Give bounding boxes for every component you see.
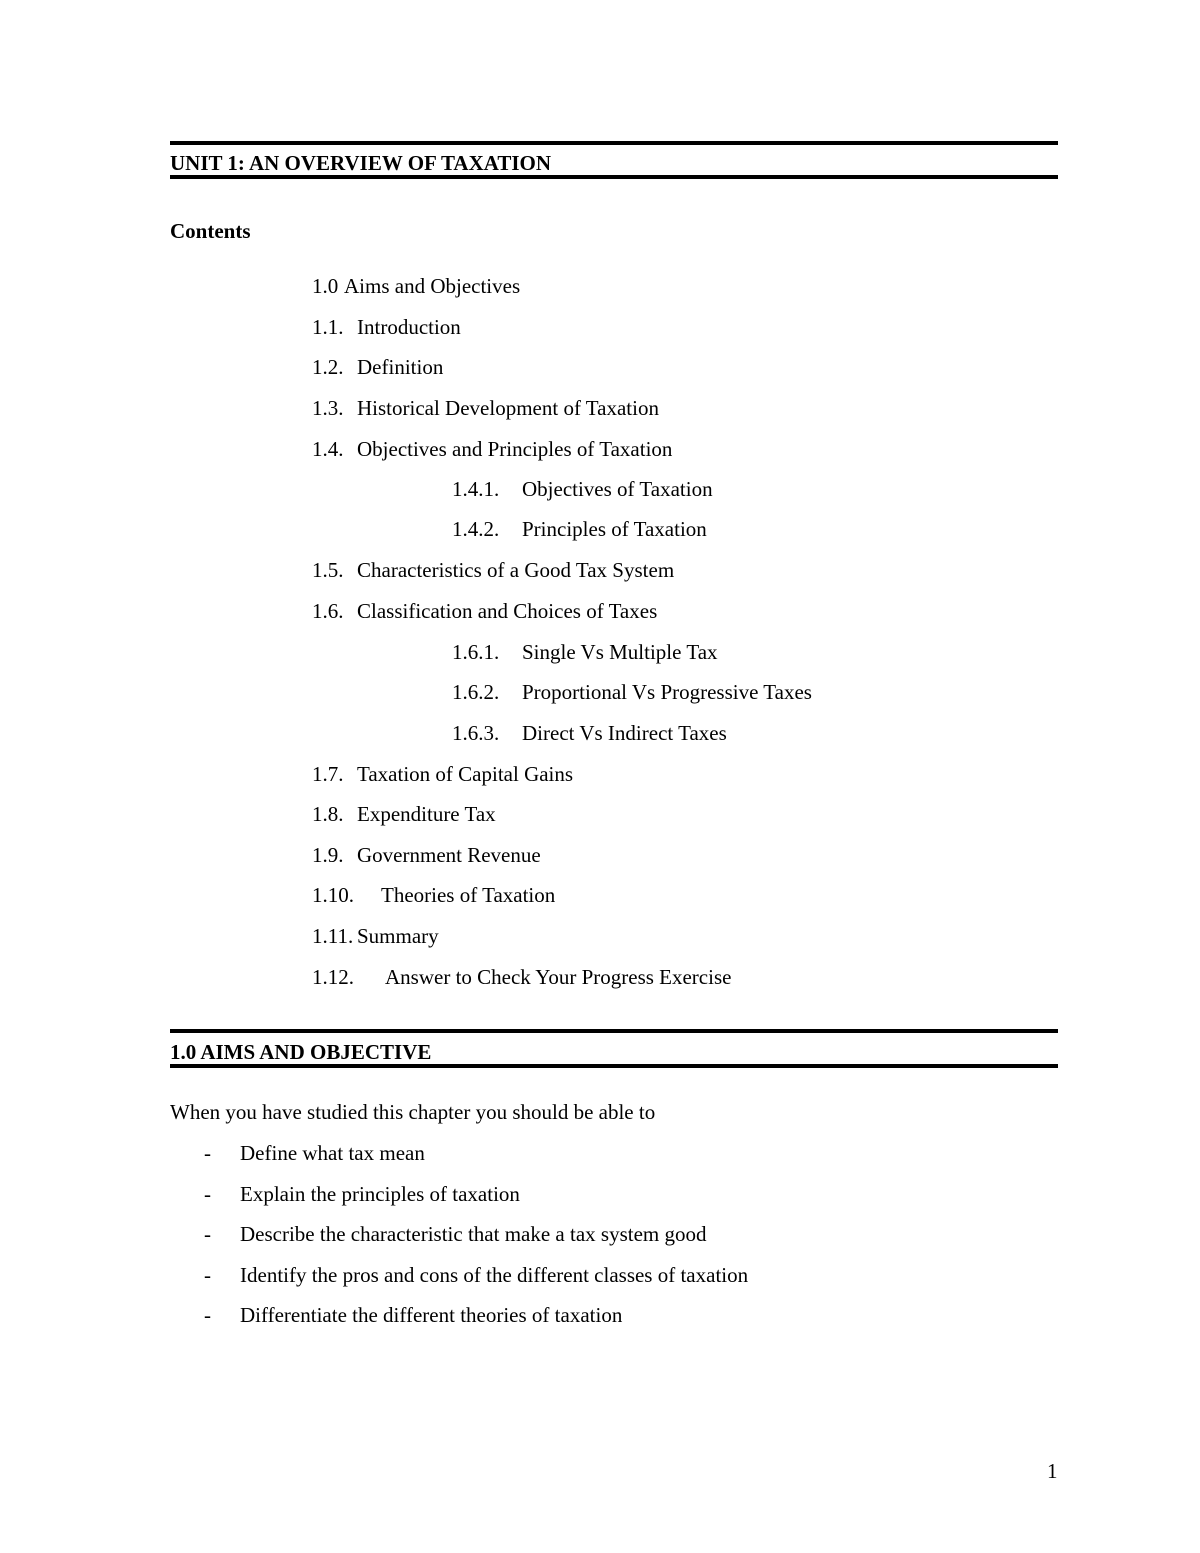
toc-title: Proportional Vs Progressive Taxes [522,680,812,704]
toc-title: Summary [357,924,439,948]
unit-heading: UNIT 1: AN OVERVIEW OF TAXATION [170,151,552,175]
toc-title: Theories of Taxation [381,883,556,907]
toc-number: 1.12. [312,965,354,989]
toc-number: 1.11. [312,924,354,948]
bullet-marker: - [204,1141,211,1165]
toc-number: 1.6.2. [452,680,500,704]
toc-number: 1.4.1. [452,477,500,501]
toc-item [312,967,731,988]
toc-item [312,357,443,378]
toc-number: 1.4.2. [452,517,500,541]
list-item-text: Explain the principles of taxation [240,1182,520,1206]
toc-item [312,276,520,297]
bullet-marker: - [204,1263,211,1287]
list-item [204,1305,622,1326]
toc-title: Expenditure Tax [357,802,496,826]
toc-item [452,723,727,744]
toc-number: 1.3. [312,396,344,420]
toc-title: Answer to Check Your Progress Exercise [385,965,732,989]
intro-paragraph: When you have studied this chapter you should be able to [170,1100,656,1124]
list-item-text: Differentiate the different theories of taxation [240,1303,623,1327]
toc-item [312,439,672,460]
toc-item [312,845,541,866]
section-heading: 1.0 AIMS AND OBJECTIVE [170,1040,432,1064]
toc-item [452,642,718,663]
toc-item [312,560,674,581]
contents-label: Contents [170,219,251,243]
toc-item [312,804,496,825]
toc-title: Historical Development of Taxation [357,396,659,420]
toc-item [452,479,713,500]
toc-number: 1.6. [312,599,344,623]
toc-item [312,885,555,906]
list-item [204,1265,748,1286]
toc-number: 1.6.3. [452,721,500,745]
toc-title: Direct Vs Indirect Taxes [522,721,727,745]
bullet-marker: - [204,1182,211,1206]
toc-number: 1.1. [312,315,344,339]
toc-item [452,682,812,703]
bullet-marker: - [204,1303,211,1327]
toc-number: 1.10. [312,883,354,907]
list-item [204,1143,425,1164]
toc-title: Taxation of Capital Gains [357,762,574,786]
section-heading-bar [170,1029,1058,1068]
toc-number: 1.0 [312,274,339,298]
toc-number: 1.4. [312,437,344,461]
unit-heading-bar [170,141,1058,179]
toc-title: Characteristics of a Good Tax System [357,558,675,582]
toc-number: 1.6.1. [452,640,500,664]
toc-title: Aims and Objectives [344,274,521,298]
toc-item [312,398,659,419]
toc-item [452,519,707,540]
list-item-text: Identify the pros and cons of the different classes of taxation [240,1263,749,1287]
toc-title: Single Vs Multiple Tax [522,640,718,664]
toc-title: Government Revenue [357,843,541,867]
list-item [204,1224,706,1245]
list-item-text: Describe the characteristic that make a tax system good [240,1222,707,1246]
toc-title: Definition [357,355,444,379]
toc-title: Objectives and Principles of Taxation [357,437,673,461]
toc-item [312,601,657,622]
toc-number: 1.8. [312,802,344,826]
bullet-marker: - [204,1222,211,1246]
toc-item [312,764,573,785]
toc-title: Objectives of Taxation [522,477,713,501]
page-number: 1 [1047,1459,1058,1483]
list-item-text: Define what tax mean [240,1141,425,1165]
toc-number: 1.9. [312,843,344,867]
toc-item [312,317,461,338]
toc-number: 1.5. [312,558,344,582]
toc-number: 1.7. [312,762,344,786]
toc-title: Introduction [357,315,461,339]
toc-item [312,926,439,947]
toc-title: Classification and Choices of Taxes [357,599,658,623]
list-item [204,1184,520,1205]
toc-number: 1.2. [312,355,344,379]
toc-title: Principles of Taxation [522,517,707,541]
